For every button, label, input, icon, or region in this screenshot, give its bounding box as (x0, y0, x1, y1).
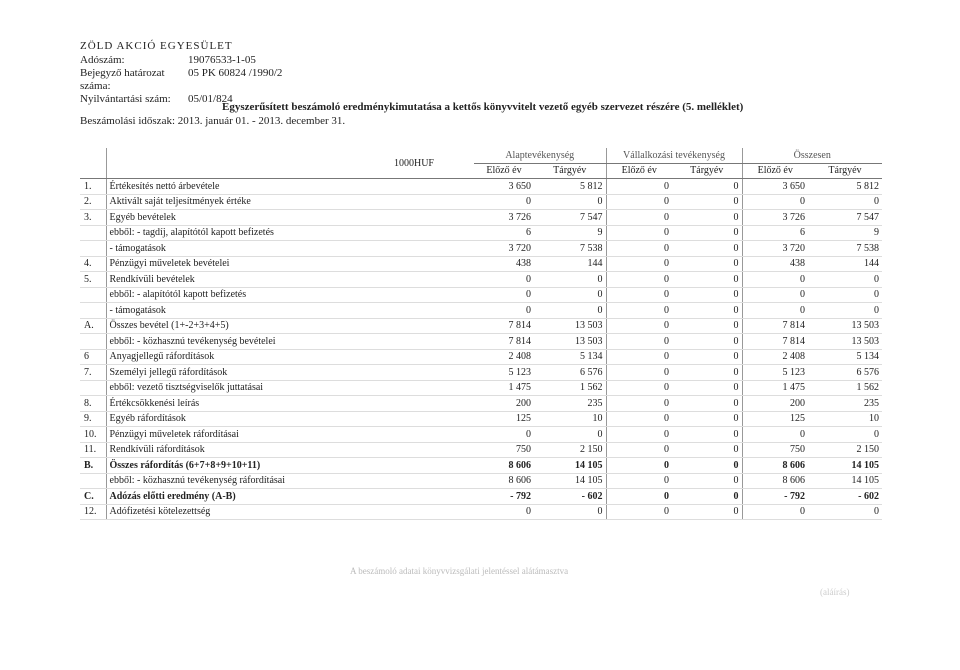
group-header-basic: Alaptevékenység (474, 148, 606, 163)
row-number: 4. (80, 256, 106, 272)
value-cell: 0 (672, 458, 742, 474)
row-number: C. (80, 489, 106, 505)
value-cell: 0 (672, 380, 742, 396)
value-cell: 438 (742, 256, 808, 272)
row-label: Egyéb bevételek (106, 210, 474, 226)
value-cell: 7 814 (474, 318, 534, 334)
value-cell: 0 (606, 396, 672, 412)
row-number: 6 (80, 349, 106, 365)
table-row (80, 334, 882, 350)
value-cell: 1 475 (742, 380, 808, 396)
table-row (80, 194, 882, 210)
document-header (80, 40, 282, 106)
row-number (80, 225, 106, 241)
row-label: Rendkívüli ráfordítások (106, 442, 474, 458)
value-cell: 0 (606, 458, 672, 474)
value-cell: 0 (808, 194, 882, 210)
value-cell: 0 (742, 504, 808, 520)
value-cell: 6 576 (808, 365, 882, 381)
value-cell: 144 (808, 256, 882, 272)
value-cell: 0 (606, 427, 672, 443)
value-cell: 0 (672, 225, 742, 241)
value-cell: 7 814 (742, 334, 808, 350)
row-label: ebből: - közhasznú tevékenység bevételei (106, 334, 474, 350)
value-cell: - 792 (474, 489, 534, 505)
value-cell: 0 (606, 380, 672, 396)
value-cell: 0 (742, 427, 808, 443)
value-cell: 9 (534, 225, 606, 241)
value-cell: 0 (474, 194, 534, 210)
value-cell: 0 (808, 287, 882, 303)
group-header-business: Vállalkozási tevékenység (606, 148, 742, 163)
value-cell: 0 (672, 287, 742, 303)
table-row (80, 396, 882, 412)
value-cell: - 602 (534, 489, 606, 505)
value-cell: 235 (534, 396, 606, 412)
value-cell: 0 (606, 210, 672, 226)
value-cell: 0 (672, 427, 742, 443)
value-cell: 10 (808, 411, 882, 427)
row-number: 10. (80, 427, 106, 443)
unit-label: 1000HUF (106, 148, 474, 179)
value-cell: 5 812 (534, 179, 606, 195)
value-cell: 0 (606, 272, 672, 288)
value-cell: 5 812 (808, 179, 882, 195)
table-row (80, 365, 882, 381)
subcol-current-year: Tárgyév (534, 163, 606, 179)
table-group-header (80, 148, 882, 163)
table-row (80, 411, 882, 427)
field-label: Nyilvántartási szám: (80, 93, 171, 105)
value-cell: 5 123 (474, 365, 534, 381)
value-cell: 10 (534, 411, 606, 427)
row-label: Értékesítés nettó árbevétele (106, 179, 474, 195)
value-cell: 0 (606, 411, 672, 427)
value-cell: 125 (742, 411, 808, 427)
value-cell: 0 (606, 365, 672, 381)
table-row (80, 287, 882, 303)
value-cell: 6 576 (534, 365, 606, 381)
value-cell: 0 (606, 241, 672, 257)
row-label: Összes bevétel (1+-2+3+4+5) (106, 318, 474, 334)
table-row (80, 303, 882, 319)
footer-note: A beszámoló adatai könyvvizsgálati jelentéssel alátámasztva (350, 566, 569, 576)
value-cell: 0 (534, 504, 606, 520)
value-cell: 3 720 (474, 241, 534, 257)
value-cell: 0 (672, 349, 742, 365)
row-label: Rendkívüli bevételek (106, 272, 474, 288)
row-number: 5. (80, 272, 106, 288)
value-cell: - 602 (808, 489, 882, 505)
row-label: Pénzügyi műveletek bevételei (106, 256, 474, 272)
value-cell: 5 134 (534, 349, 606, 365)
value-cell: 8 606 (742, 458, 808, 474)
value-cell: 8 606 (474, 473, 534, 489)
value-cell: 0 (606, 179, 672, 195)
row-number (80, 380, 106, 396)
table-row (80, 349, 882, 365)
value-cell: 0 (474, 427, 534, 443)
organization-name: ZÖLD AKCIÓ EGYESÜLET (80, 40, 233, 52)
row-number: A. (80, 318, 106, 334)
value-cell: 0 (474, 272, 534, 288)
table-row (80, 489, 882, 505)
table-row (80, 210, 882, 226)
value-cell: 0 (672, 334, 742, 350)
value-cell: 0 (534, 287, 606, 303)
value-cell: 1 475 (474, 380, 534, 396)
value-cell: 0 (672, 442, 742, 458)
value-cell: 13 503 (808, 318, 882, 334)
value-cell: 0 (606, 504, 672, 520)
value-cell: 0 (534, 272, 606, 288)
value-cell: 5 134 (808, 349, 882, 365)
value-cell: 0 (672, 179, 742, 195)
row-label: Adófizetési kötelezettség (106, 504, 474, 520)
value-cell: 0 (606, 442, 672, 458)
value-cell: 438 (474, 256, 534, 272)
value-cell: 235 (808, 396, 882, 412)
value-cell: 0 (742, 272, 808, 288)
value-cell: 6 (474, 225, 534, 241)
subcol-previous-year: Előző év (606, 163, 672, 179)
resolution-number-row (80, 67, 282, 93)
value-cell: 0 (672, 272, 742, 288)
value-cell: 0 (742, 194, 808, 210)
value-cell: 125 (474, 411, 534, 427)
signature-mark: (aláírás) (820, 587, 850, 597)
value-cell: 14 105 (534, 458, 606, 474)
row-label: Anyagjellegű ráfordítások (106, 349, 474, 365)
value-cell: 7 547 (534, 210, 606, 226)
value-cell: 0 (534, 427, 606, 443)
value-cell: 0 (808, 272, 882, 288)
value-cell: 7 547 (808, 210, 882, 226)
row-label: Összes ráfordítás (6+7+8+9+10+11) (106, 458, 474, 474)
table-row (80, 318, 882, 334)
value-cell: 0 (606, 303, 672, 319)
value-cell: 3 720 (742, 241, 808, 257)
row-number: 2. (80, 194, 106, 210)
value-cell: 7 814 (742, 318, 808, 334)
value-cell: 0 (474, 287, 534, 303)
row-label: ebből: - közhasznú tevékenység ráfordításai (106, 473, 474, 489)
table-row (80, 179, 882, 195)
value-cell: 0 (672, 504, 742, 520)
report-period: Beszámolási időszak: 2013. január 01. - 2013. december 31. (80, 115, 346, 127)
value-cell: 1 562 (808, 380, 882, 396)
value-cell: 0 (808, 303, 882, 319)
value-cell: 0 (534, 194, 606, 210)
row-label: ebből: vezető tisztségviselők juttatásai (106, 380, 474, 396)
value-cell: 3 650 (474, 179, 534, 195)
value-cell: 0 (606, 256, 672, 272)
subcol-current-year: Tárgyév (672, 163, 742, 179)
income-statement-table (80, 148, 882, 520)
row-label: Személyi jellegű ráfordítások (106, 365, 474, 381)
value-cell: 0 (606, 334, 672, 350)
row-number (80, 334, 106, 350)
value-cell: 0 (672, 411, 742, 427)
value-cell: 0 (606, 489, 672, 505)
value-cell: 2 408 (742, 349, 808, 365)
value-cell: 0 (606, 349, 672, 365)
value-cell: 144 (534, 256, 606, 272)
row-number: 8. (80, 396, 106, 412)
table-row (80, 380, 882, 396)
value-cell: 14 105 (808, 458, 882, 474)
row-label: - támogatások (106, 241, 474, 257)
row-label: ebből: - tagdíj, alapítótól kapott befizetés (106, 225, 474, 241)
value-cell: 0 (672, 473, 742, 489)
table-row (80, 504, 882, 520)
row-number (80, 303, 106, 319)
value-cell: 0 (672, 256, 742, 272)
table-row (80, 272, 882, 288)
value-cell: 2 150 (534, 442, 606, 458)
value-cell: 13 503 (534, 318, 606, 334)
report-title: Egyszerűsített beszámoló eredménykimutatása a kettős könyvvitelt vezető egyéb szervezet részére (5. melléklet) (222, 101, 744, 113)
value-cell: 14 105 (534, 473, 606, 489)
value-cell: 2 150 (808, 442, 882, 458)
field-label: Adószám: (80, 54, 125, 66)
row-number: 12. (80, 504, 106, 520)
table-row (80, 458, 882, 474)
value-cell: 0 (534, 303, 606, 319)
table-row (80, 256, 882, 272)
field-value: 05 PK 60824 /1990/2 (188, 67, 283, 79)
table-row (80, 427, 882, 443)
value-cell: 0 (672, 489, 742, 505)
value-cell: 0 (606, 473, 672, 489)
table-row (80, 225, 882, 241)
value-cell: 0 (672, 396, 742, 412)
value-cell: 0 (672, 210, 742, 226)
value-cell: 6 (742, 225, 808, 241)
row-label: - támogatások (106, 303, 474, 319)
value-cell: 0 (672, 318, 742, 334)
row-number (80, 241, 106, 257)
row-label: Aktivált saját teljesítmények értéke (106, 194, 474, 210)
value-cell: 14 105 (808, 473, 882, 489)
value-cell: 0 (672, 241, 742, 257)
field-value: 05/01/824 (188, 93, 233, 105)
group-header-total: Összesen (742, 148, 882, 163)
value-cell: 0 (606, 318, 672, 334)
value-cell: 3 650 (742, 179, 808, 195)
value-cell: 200 (474, 396, 534, 412)
value-cell: 8 606 (742, 473, 808, 489)
value-cell: 9 (808, 225, 882, 241)
field-label: Bejegyző határozat száma: (80, 67, 165, 92)
value-cell: 0 (474, 303, 534, 319)
table-row (80, 241, 882, 257)
value-cell: 7 538 (534, 241, 606, 257)
value-cell: 8 606 (474, 458, 534, 474)
value-cell: 200 (742, 396, 808, 412)
row-label: Pénzügyi műveletek ráfordításai (106, 427, 474, 443)
tax-number-row (80, 54, 282, 67)
table-row (80, 473, 882, 489)
value-cell: 1 562 (534, 380, 606, 396)
row-number: 9. (80, 411, 106, 427)
value-cell: 0 (808, 504, 882, 520)
row-number: B. (80, 458, 106, 474)
table-row (80, 442, 882, 458)
row-label: Adózás előtti eredmény (A-B) (106, 489, 474, 505)
value-cell: 0 (606, 287, 672, 303)
row-number: 3. (80, 210, 106, 226)
row-label: ebből: - alapítótól kapott befizetés (106, 287, 474, 303)
value-cell: 0 (672, 365, 742, 381)
row-number: 1. (80, 179, 106, 195)
row-number: 7. (80, 365, 106, 381)
value-cell: 750 (742, 442, 808, 458)
row-number (80, 287, 106, 303)
value-cell: 0 (742, 303, 808, 319)
value-cell: 0 (474, 504, 534, 520)
value-cell: 3 726 (474, 210, 534, 226)
value-cell: - 792 (742, 489, 808, 505)
row-label: Egyéb ráfordítások (106, 411, 474, 427)
row-number: 11. (80, 442, 106, 458)
value-cell: 0 (672, 303, 742, 319)
value-cell: 7 814 (474, 334, 534, 350)
value-cell: 750 (474, 442, 534, 458)
value-cell: 2 408 (474, 349, 534, 365)
row-label: Értékcsökkenési leírás (106, 396, 474, 412)
value-cell: 7 538 (808, 241, 882, 257)
value-cell: 0 (742, 287, 808, 303)
value-cell: 0 (606, 225, 672, 241)
value-cell: 5 123 (742, 365, 808, 381)
value-cell: 0 (606, 194, 672, 210)
value-cell: 13 503 (808, 334, 882, 350)
row-number (80, 473, 106, 489)
value-cell: 13 503 (534, 334, 606, 350)
subcol-previous-year: Előző év (742, 163, 808, 179)
value-cell: 0 (672, 194, 742, 210)
value-cell: 3 726 (742, 210, 808, 226)
field-value: 19076533-1-05 (188, 54, 256, 66)
subcol-previous-year: Előző év (474, 163, 534, 179)
subcol-current-year: Tárgyév (808, 163, 882, 179)
value-cell: 0 (808, 427, 882, 443)
